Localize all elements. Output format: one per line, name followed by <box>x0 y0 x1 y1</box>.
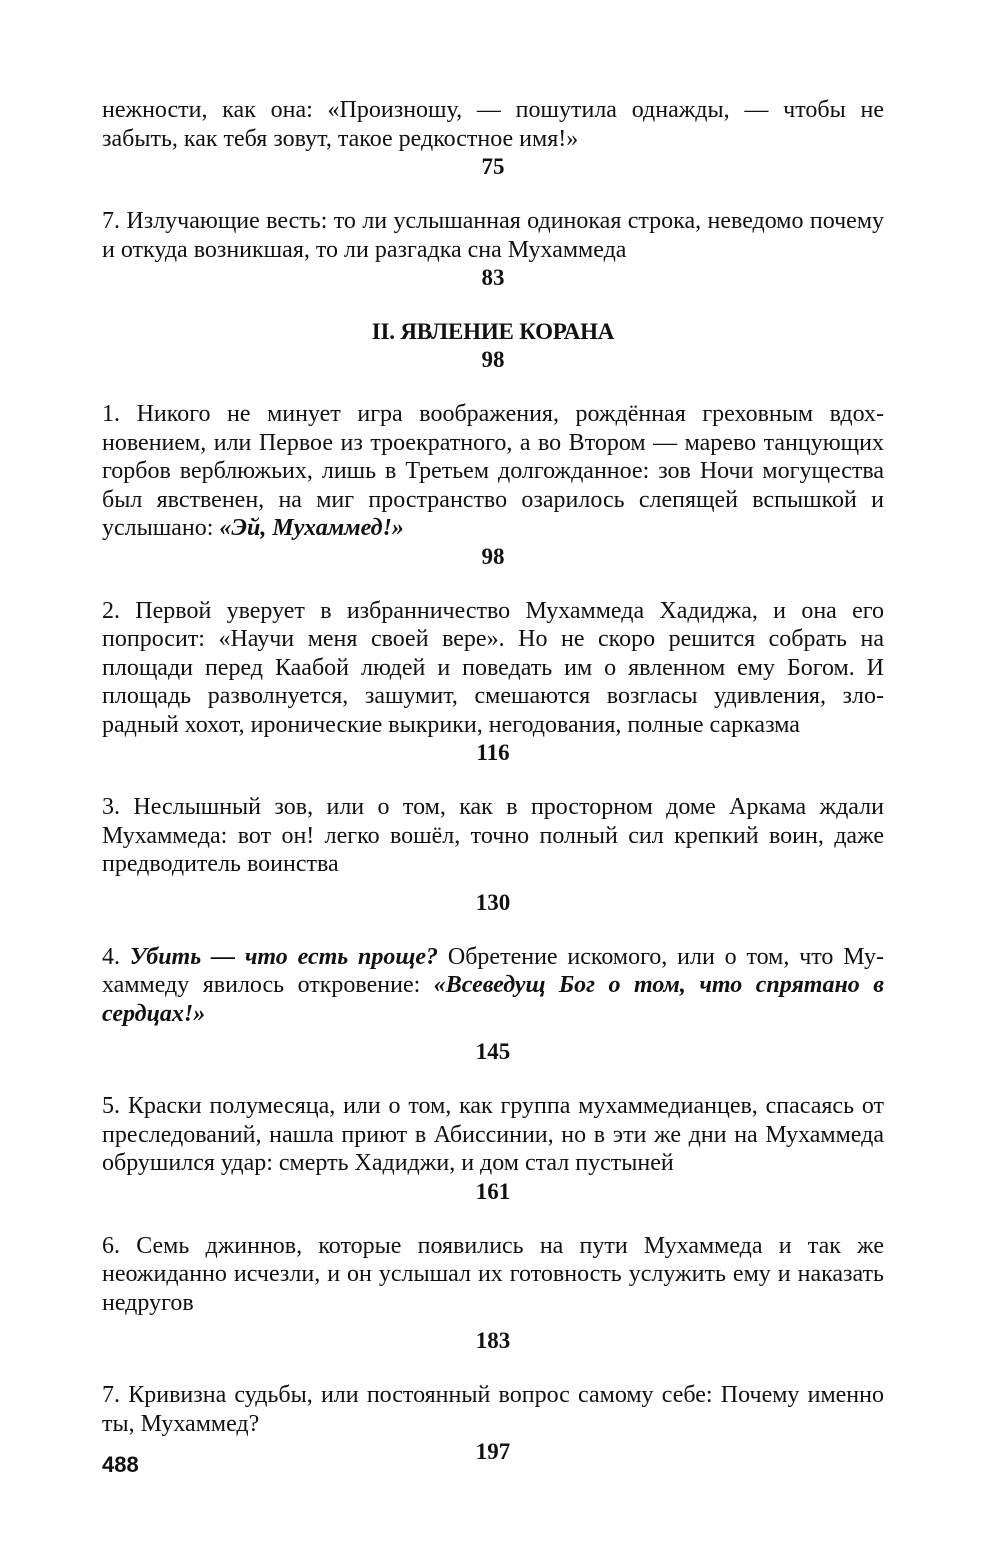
page-folio-number: 488 <box>102 1452 139 1477</box>
toc-entry-text <box>102 96 884 153</box>
toc-entry-page-number: 197 <box>475 1439 511 1464</box>
toc-entry-page-number: 83 <box>481 265 505 290</box>
section-page-number: 98 <box>481 347 505 372</box>
toc-entry-text <box>102 1232 884 1318</box>
toc-entry-text-run: 4. <box>102 943 130 970</box>
toc-entry-continuation <box>102 96 884 181</box>
toc-entry-text-run: Обретение искомого, или о том, что Мухаммеду явилось откровение: <box>102 943 884 998</box>
toc-entry-text-run: нежности, как она: «Произношу, — пошутила однажды, — чтобы не забыть, как тебя зовут, такое редкостное имя!» <box>102 97 884 152</box>
toc-entry-ii-6 <box>102 1232 884 1356</box>
section-title: II. ЯВЛЕНИЕ КОРАНА <box>371 319 615 344</box>
section-heading <box>102 318 884 374</box>
toc-entry-italic-quote: «Всеведущ Бог о том, что спрятано в сердцах!» <box>102 972 884 1027</box>
toc-entry-page-number: 116 <box>476 740 510 765</box>
toc-entry-ii-5 <box>102 1092 884 1206</box>
toc-entry-ii-2 <box>102 597 884 768</box>
toc-entry-text <box>102 943 884 1029</box>
toc-entry-text <box>102 400 884 543</box>
toc-entry-page-number: 130 <box>475 889 511 915</box>
toc-entry-text-run: 5. Краски полумесяца, или о том, как группа мухаммедианцев, спасаясь от преследований, нашла приют в Абиссинии, но в эти же дни на Мухаммеда обрушился удар: смерть Хадиджи, и дом стал пустыней <box>102 1093 884 1176</box>
toc-entry-ii-4 <box>102 943 884 1067</box>
toc-entry-text <box>102 597 884 740</box>
toc-entry-text-run: 1. Никого не минует игра воображения, рождённая греховным вдохновением, или Первое из троекратного, а во Втором — марево танцующих горбов верблюжьих, лишь в Третьем долгожданное: зов Ночи могущества был явственен, на миг пространство озарилось слепящей вспышкой и услышано: <box>102 401 884 541</box>
toc-entry-page-number: 98 <box>481 543 505 569</box>
toc-entry-text <box>102 207 884 264</box>
toc-entry-text <box>102 1381 884 1438</box>
toc-entry-italic-quote: «Эй, Мухаммед!» <box>219 515 404 541</box>
toc-entry-page-number: 161 <box>475 1178 511 1204</box>
toc-entry-ii-3 <box>102 793 884 917</box>
toc-entry-page-number: 183 <box>475 1328 511 1353</box>
toc-entry-ii-1 <box>102 400 884 571</box>
toc-page <box>102 96 884 1466</box>
toc-entry-text <box>102 793 884 879</box>
toc-entry-text-run: 2. Первой уверует в избранничество Мухаммеда Хадиджа, и она его попросит: «Научи меня своей вере». Но не скоро решится собрать на площади перед Каабой людей и поведать им о явленном ему Богом. И площадь разволнуется, зашумит, смешаются возгласы удивления, злорадный хохот, иронические выкрики, негодования, полные сарказма <box>102 597 884 738</box>
toc-entry-text-run: 6. Семь джиннов, которые появились на пути Мухаммеда и так же неожиданно исчезли, и он услышал их готовность услужить ему и наказать недругов <box>102 1232 884 1316</box>
toc-entry-italic-quote: Убить — что есть проще? <box>129 943 439 970</box>
toc-entry-page-number: 145 <box>475 1039 511 1064</box>
toc-entry-i-7 <box>102 207 884 292</box>
toc-entry-ii-7 <box>102 1381 884 1466</box>
toc-entry-text <box>102 1092 884 1178</box>
toc-entry-text-run: 3. Неслышный зов, или о том, как в просторном доме Аркама ждали Мухаммеда: вот он! легко вошёл, точно полный сил крепкий воин, даже предводитель воинства <box>102 794 884 877</box>
toc-entry-text-run: 7. Кривизна судьбы, или постоянный вопрос самому себе: Почему именно ты, Мухаммед? <box>102 1382 884 1437</box>
toc-entry-text-run: 7. Излучающие весть: то ли услышанная одинокая строка, неведомо почему и откуда возникшая, то ли разгадка сна Мухаммеда <box>102 208 884 263</box>
toc-entry-page-number: 75 <box>481 154 505 179</box>
